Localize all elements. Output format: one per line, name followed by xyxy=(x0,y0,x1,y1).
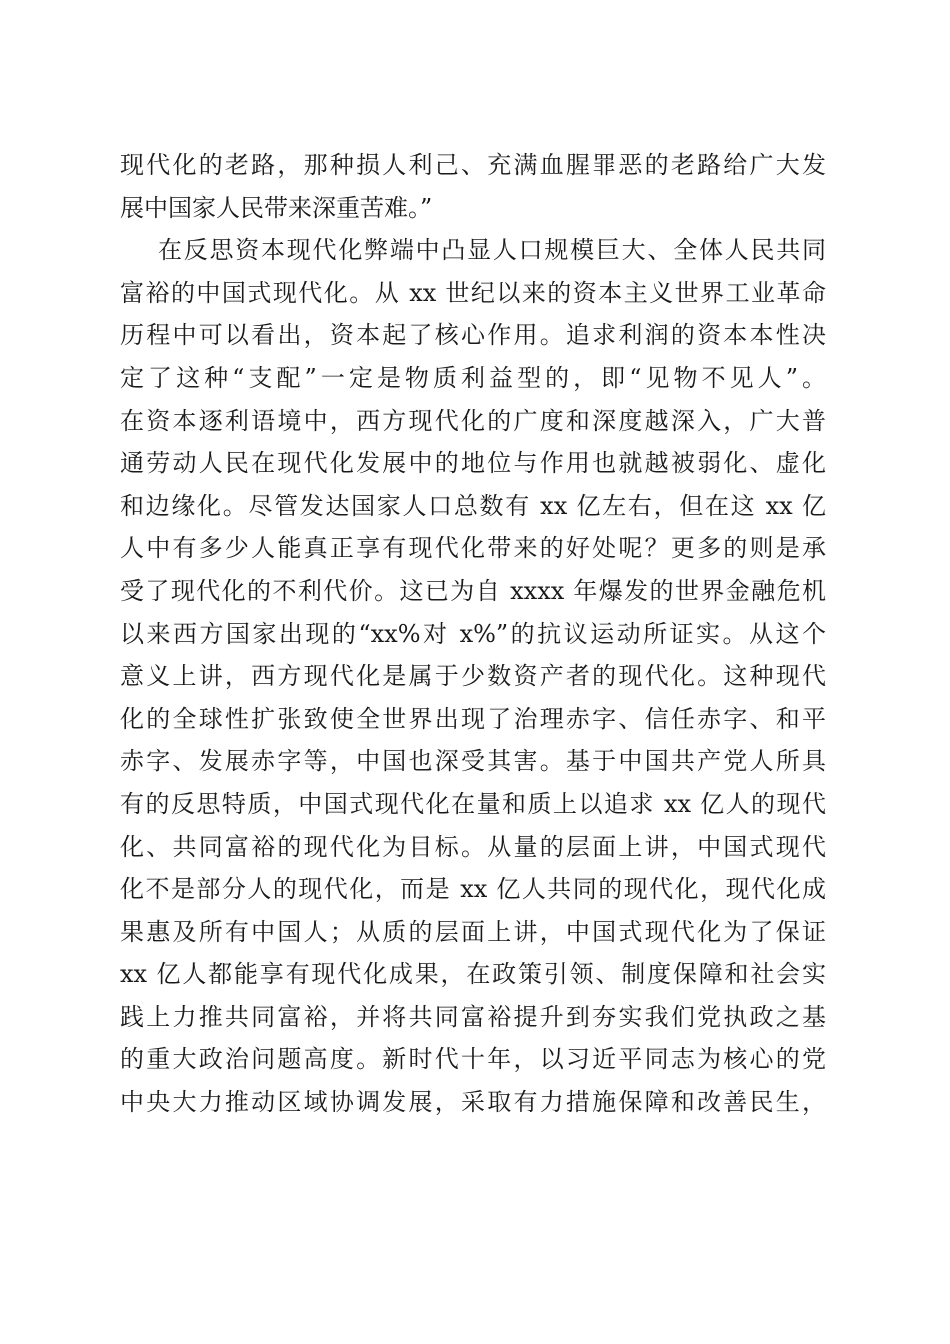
text-line: 和边缘化。尽管发达国家人口总数有 xx 亿左右，但在这 xx 亿 xyxy=(120,491,826,520)
paragraph xyxy=(120,144,826,229)
text-line: 化不是部分人的现代化，而是 xx 亿人共同的现代化，现代化成 xyxy=(120,875,826,904)
text-line: 果惠及所有中国人；从质的层面上讲，中国式现代化为了保证 xyxy=(120,917,826,946)
text-line: 中央大力推动区域协调发展，采取有力措施保障和改善民生， xyxy=(120,1088,826,1117)
paragraph xyxy=(120,229,826,1123)
text-line: 历程中可以看出，资本起了核心作用。追求利润的资本本性决 xyxy=(120,321,826,350)
text-line: 定了这种“支配”一定是物质利益型的，即“见物不见人”。 xyxy=(120,363,826,392)
text-line: 化、共同富裕的现代化为目标。从量的层面上讲，中国式现代 xyxy=(120,832,826,861)
text-line: 现代化的老路，那种损人利己、充满血腥罪恶的老路给广大发 xyxy=(120,151,826,179)
text-line: 赤字、发展赤字等，中国也深受其害。基于中国共产党人所具 xyxy=(120,747,826,776)
text-line: 践上力推共同富裕，并将共同富裕提升到夯实我们党执政之基 xyxy=(120,1002,826,1031)
text-line: 展中国家人民带来深重苦难。” xyxy=(120,193,433,222)
text-line: 有的反思特质，中国式现代化在量和质上以追求 xx 亿人的现代 xyxy=(120,789,826,818)
text-line: 通劳动人民在现代化发展中的地位与作用也就越被弱化、虚化 xyxy=(120,449,826,478)
text-line: xx 亿人都能享有现代化成果，在政策引领、制度保障和社会实 xyxy=(120,960,826,989)
text-line: 在资本逐利语境中，西方现代化的广度和深度越深入，广大普 xyxy=(120,406,826,435)
text-line: 以来西方国家出现的“xx%对 x%”的抗议运动所证实。从这个 xyxy=(120,619,826,648)
text-line: 受了现代化的不利代价。这已为自 xxxx 年爆发的世界金融危机 xyxy=(120,576,826,605)
text-line: 人中有多少人能真正享有现代化带来的好处呢？更多的则是承 xyxy=(120,534,826,563)
body-text xyxy=(120,144,826,1124)
text-line: 在反思资本现代化弊端中凸显人口规模巨大、全体人民共同 xyxy=(158,236,826,265)
text-line: 意义上讲，西方现代化是属于少数资产者的现代化。这种现代 xyxy=(120,662,826,691)
text-line: 富裕的中国式现代化。从 xx 世纪以来的资本主义世界工业革命 xyxy=(120,278,826,307)
text-line: 的重大政治问题高度。新时代十年，以习近平同志为核心的党 xyxy=(120,1045,826,1074)
text-line: 化的全球性扩张致使全世界出现了治理赤字、信任赤字、和平 xyxy=(120,704,826,733)
